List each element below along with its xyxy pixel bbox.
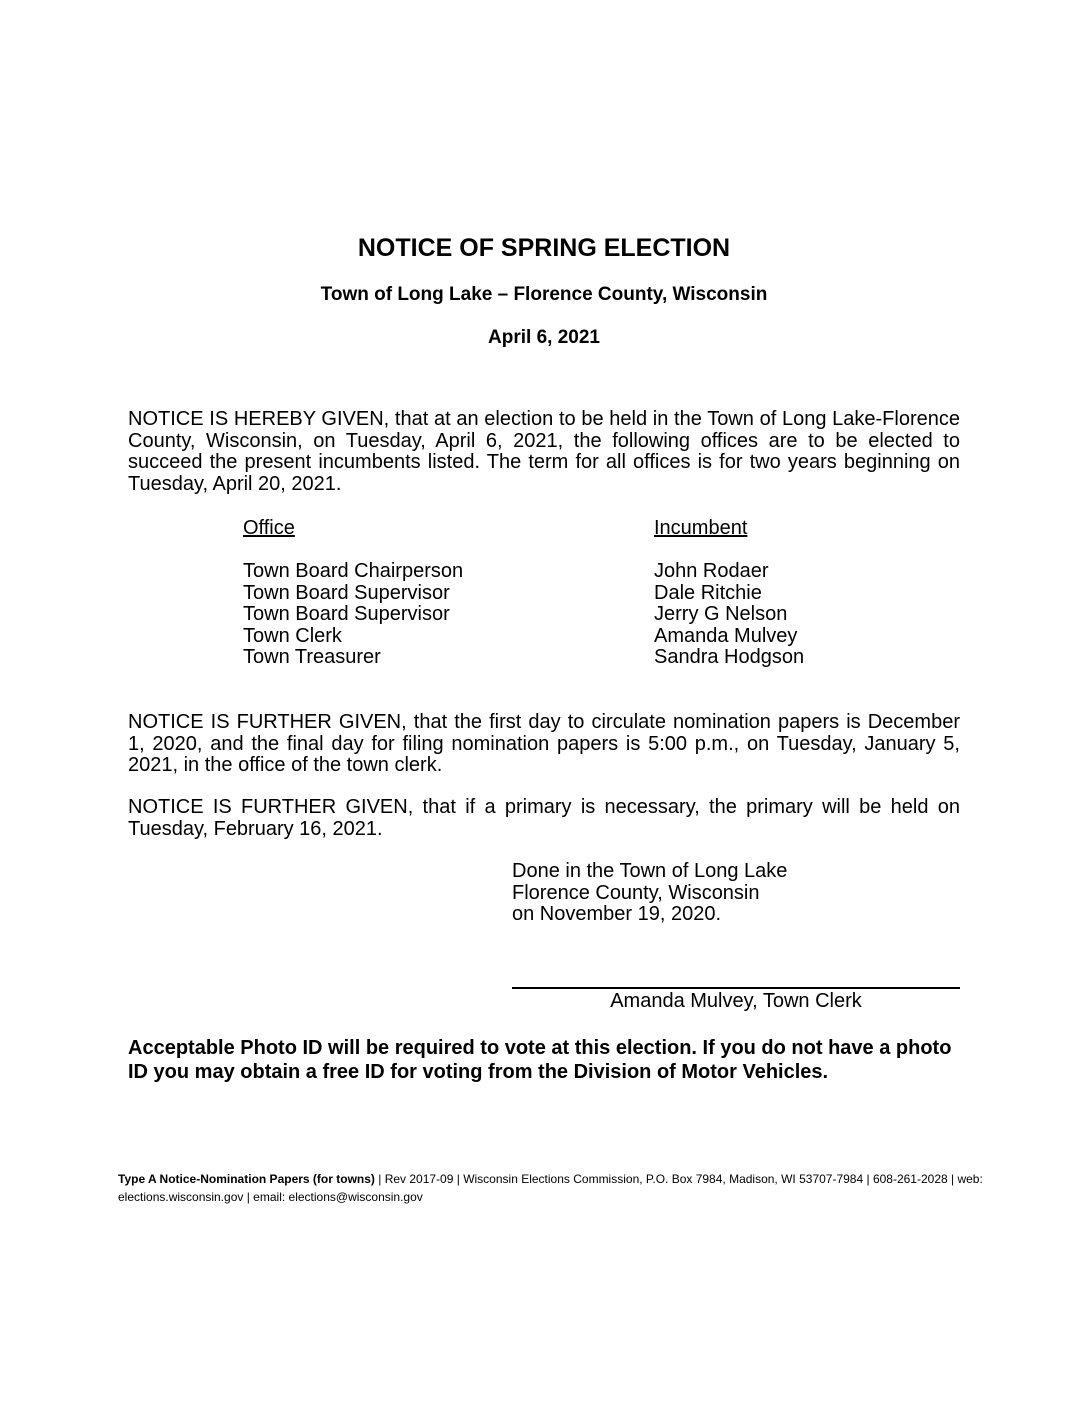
incumbent-item: Sandra Hodgson — [654, 646, 805, 668]
page-subtitle: Town of Long Lake – Florence County, Wisconsin — [320, 284, 768, 305]
office-item: Town Treasurer — [243, 646, 381, 668]
done-line-1: Done in the Town of Long Lake — [512, 860, 788, 882]
election-date: April 6, 2021 — [488, 327, 600, 348]
notice-paragraph-3: NOTICE IS FURTHER GIVEN, that if a primary is necessary, the primary will be held on Tuesday, February 16, 2021. — [128, 796, 960, 840]
incumbent-item: Amanda Mulvey — [654, 624, 798, 647]
incumbent-header: Incumbent — [654, 517, 748, 539]
page-title: NOTICE OF SPRING ELECTION — [357, 234, 731, 262]
notice-paragraph-2: NOTICE IS FURTHER GIVEN, that the first day to circulate nomination papers is December 1, 2020, and the final day for filing nomination papers is 5:00 p.m., on Tuesday, January 5, 2021, in the office of the town clerk. — [128, 711, 960, 776]
incumbent-item: Jerry G Nelson — [654, 603, 788, 625]
done-in-block — [512, 861, 787, 926]
notice-paragraph-1: NOTICE IS HEREBY GIVEN, that at an election to be held in the Town of Long Lake-Florence County, Wisconsin, on Tuesday, April 6, 2021, the following offices are to be elected to succeed the present incumbents listed. The term for all offices is for two years beginning on Tuesday, April 20, 2021. — [128, 408, 960, 495]
incumbent-list — [654, 561, 804, 669]
office-item: Town Board Chairperson — [243, 560, 464, 582]
signature-line — [512, 987, 960, 989]
incumbent-item: Dale Ritchie — [654, 581, 762, 604]
office-header: Office — [243, 517, 295, 539]
office-item: Town Clerk — [243, 624, 342, 647]
photo-id-notice: Acceptable Photo ID will be required to vote at this election. If you do not have a photo ID you may obtain a free ID for voting from the Division of Motor Vehicles. — [128, 1037, 952, 1083]
footer-details: | Rev 2017-09 | Wisconsin Elections Commission, P.O. Box 7984, Madison, WI 53707-7984 | 608-261-2028 | web: elections.wisconsin.gov | email: elections@wisconsin.gov — [118, 1172, 983, 1204]
signature-name: Amanda Mulvey, Town Clerk — [610, 990, 862, 1012]
done-line-2: Florence County, Wisconsin — [512, 881, 760, 904]
office-list — [243, 561, 463, 669]
footer-form-name: Type A Notice-Nomination Papers (for towns) — [118, 1172, 375, 1186]
office-item: Town Board Supervisor — [243, 581, 450, 604]
done-line-3: on November 19, 2020. — [512, 903, 722, 925]
office-item: Town Board Supervisor — [243, 603, 450, 625]
form-footer — [118, 1170, 1028, 1206]
incumbent-item: John Rodaer — [654, 560, 769, 582]
